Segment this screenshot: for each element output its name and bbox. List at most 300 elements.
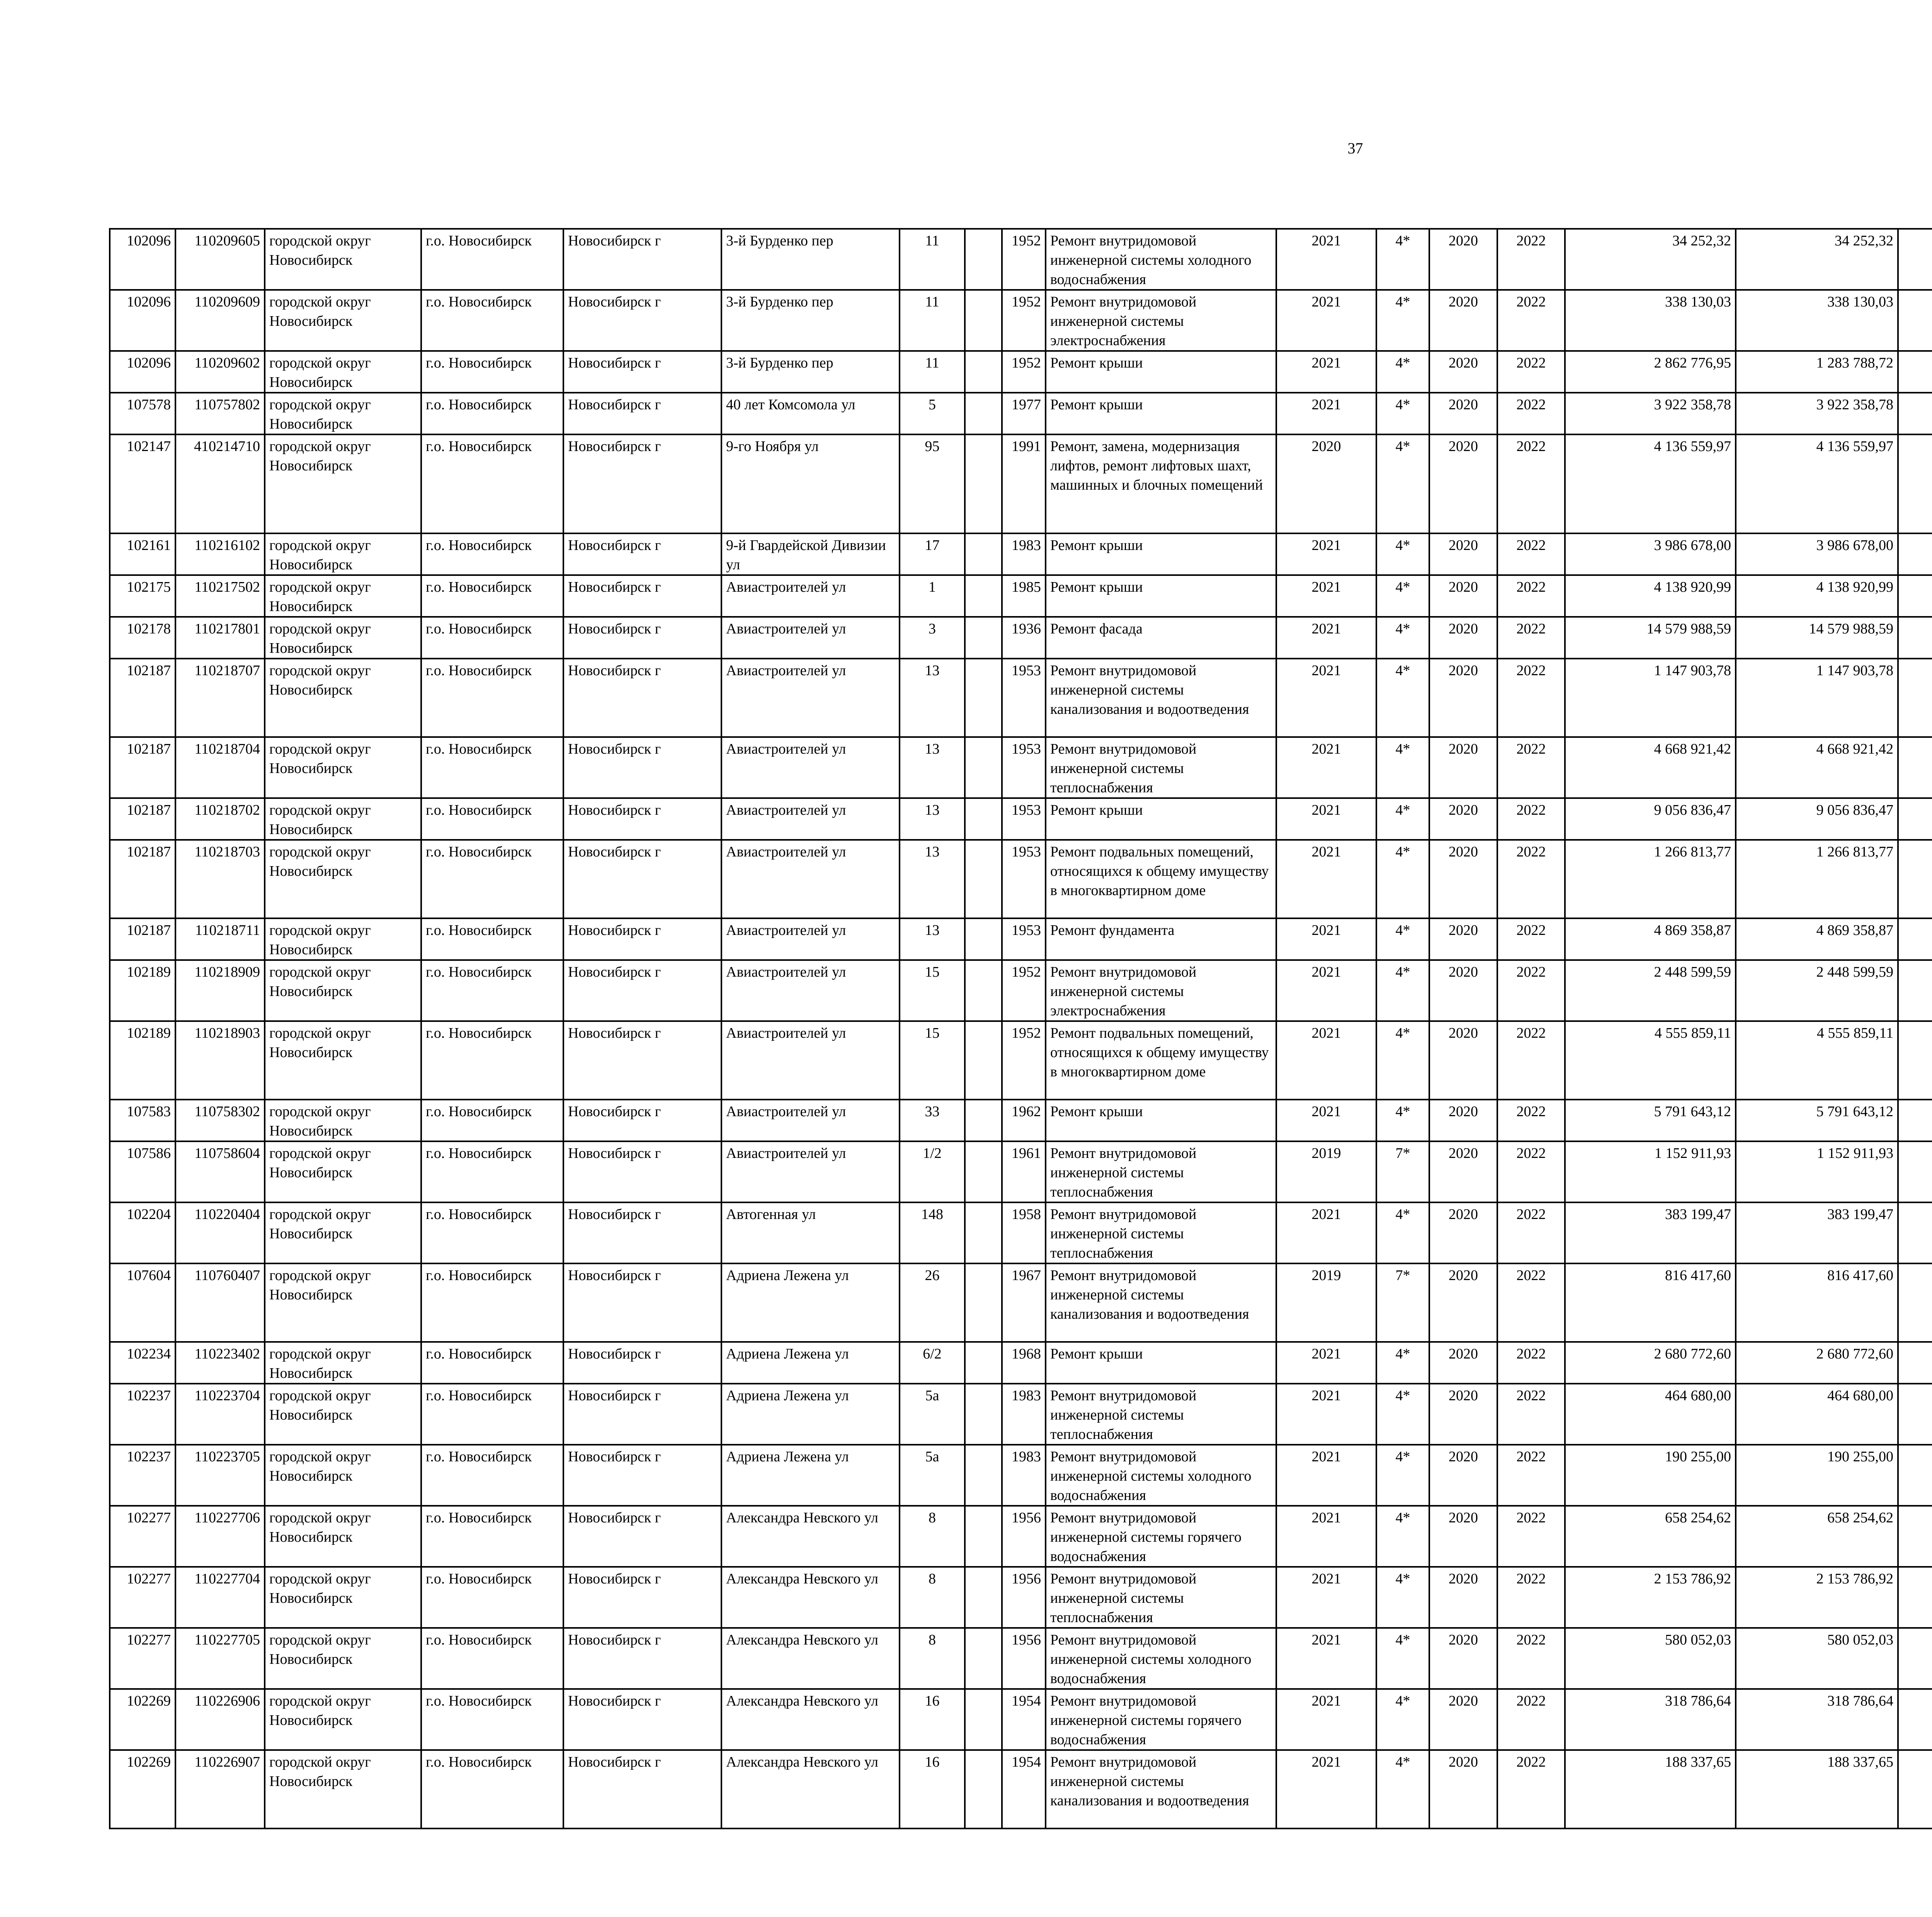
fund-cost-cell: 14 579 988,59: [1736, 617, 1898, 659]
house-id-cell: 102204: [110, 1202, 175, 1263]
code-cell: 4*: [1376, 1750, 1429, 1828]
house-number-cell: 16: [900, 1689, 965, 1750]
building-cell: [965, 1689, 1002, 1750]
house-id-cell: 102178: [110, 617, 175, 659]
budget-federal-cell: [1898, 434, 1932, 533]
table-row: [110, 1384, 1932, 1445]
municipal-district-cell: г.о. Новосибирск: [421, 918, 563, 960]
house-id-cell: 102096: [110, 229, 175, 290]
fund-cost-cell: 2 153 786,92: [1736, 1567, 1898, 1628]
budget-federal-cell: [1898, 1141, 1932, 1202]
plan-year-cell: 2021: [1276, 960, 1376, 1021]
house-number-cell: 33: [900, 1100, 965, 1141]
building-cell: [965, 798, 1002, 840]
total-cost-cell: 1 266 813,77: [1565, 840, 1736, 918]
end-year-cell: 2022: [1497, 960, 1565, 1021]
total-cost-cell: 580 052,03: [1565, 1628, 1736, 1689]
page-number: 37: [1347, 140, 1363, 157]
fund-cost-cell: 816 417,60: [1736, 1263, 1898, 1342]
code-cell: 4*: [1376, 575, 1429, 617]
plan-year-cell: 2021: [1276, 351, 1376, 393]
code-cell: 4*: [1376, 351, 1429, 393]
plan-year-cell: 2021: [1276, 737, 1376, 798]
budget-federal-cell: [1898, 960, 1932, 1021]
municipal-district-cell: г.о. Новосибирск: [421, 290, 563, 351]
house-number-cell: 13: [900, 798, 965, 840]
municipality-cell: городской округ Новосибирск: [265, 1100, 421, 1141]
settlement-cell: Новосибирск г: [563, 1445, 721, 1506]
house-id-cell: 107578: [110, 393, 175, 434]
table-row: [110, 1567, 1932, 1628]
municipality-cell: городской округ Новосибирск: [265, 659, 421, 737]
fund-cost-cell: 1 152 911,93: [1736, 1141, 1898, 1202]
total-cost-cell: 1 147 903,78: [1565, 659, 1736, 737]
street-cell: Авиастроителей ул: [721, 1100, 900, 1141]
table-row: [110, 393, 1932, 434]
work-type-cell: Ремонт внутридомовой инженерной системы горячего водоснабжения: [1046, 1689, 1276, 1750]
municipality-cell: городской округ Новосибирск: [265, 617, 421, 659]
fund-cost-cell: 318 786,64: [1736, 1689, 1898, 1750]
municipality-cell: городской округ Новосибирск: [265, 533, 421, 575]
municipal-district-cell: г.о. Новосибирск: [421, 351, 563, 393]
plan-year-cell: 2021: [1276, 393, 1376, 434]
municipality-cell: городской округ Новосибирск: [265, 798, 421, 840]
table-row: [110, 840, 1932, 918]
end-year-cell: 2022: [1497, 434, 1565, 533]
street-cell: Авиастроителей ул: [721, 840, 900, 918]
plan-year-cell: 2021: [1276, 659, 1376, 737]
work-type-cell: Ремонт подвальных помещений, относящихся к общему имуществу в многоквартирном доме: [1046, 1021, 1276, 1100]
year-built-cell: 1953: [1002, 659, 1046, 737]
element-id-cell: 110217502: [175, 575, 265, 617]
municipality-cell: городской округ Новосибирск: [265, 960, 421, 1021]
year-built-cell: 1952: [1002, 351, 1046, 393]
settlement-cell: Новосибирск г: [563, 1750, 721, 1828]
municipality-cell: городской округ Новосибирск: [265, 1384, 421, 1445]
settlement-cell: Новосибирск г: [563, 1506, 721, 1567]
municipality-cell: городской округ Новосибирск: [265, 393, 421, 434]
code-cell: 4*: [1376, 737, 1429, 798]
settlement-cell: Новосибирск г: [563, 1263, 721, 1342]
year-built-cell: 1968: [1002, 1342, 1046, 1384]
element-id-cell: 110226906: [175, 1689, 265, 1750]
house-id-cell: 107583: [110, 1100, 175, 1141]
work-type-cell: Ремонт внутридомовой инженерной системы канализования и водоотведения: [1046, 1263, 1276, 1342]
settlement-cell: Новосибирск г: [563, 533, 721, 575]
start-year-cell: 2020: [1429, 617, 1497, 659]
municipality-cell: городской округ Новосибирск: [265, 1689, 421, 1750]
building-cell: [965, 1628, 1002, 1689]
end-year-cell: 2022: [1497, 1021, 1565, 1100]
plan-year-cell: 2019: [1276, 1141, 1376, 1202]
settlement-cell: Новосибирск г: [563, 229, 721, 290]
total-cost-cell: 816 417,60: [1565, 1263, 1736, 1342]
house-id-cell: 102096: [110, 290, 175, 351]
street-cell: Адриена Лежена ул: [721, 1342, 900, 1384]
code-cell: 4*: [1376, 1689, 1429, 1750]
house-id-cell: 102161: [110, 533, 175, 575]
house-number-cell: 11: [900, 351, 965, 393]
settlement-cell: Новосибирск г: [563, 960, 721, 1021]
work-type-cell: Ремонт внутридомовой инженерной системы теплоснабжения: [1046, 737, 1276, 798]
municipality-cell: городской округ Новосибирск: [265, 575, 421, 617]
start-year-cell: 2020: [1429, 1263, 1497, 1342]
total-cost-cell: 5 791 643,12: [1565, 1100, 1736, 1141]
house-number-cell: 17: [900, 533, 965, 575]
municipal-district-cell: г.о. Новосибирск: [421, 575, 563, 617]
settlement-cell: Новосибирск г: [563, 840, 721, 918]
element-id-cell: 110758604: [175, 1141, 265, 1202]
total-cost-cell: 383 199,47: [1565, 1202, 1736, 1263]
budget-federal-cell: [1898, 918, 1932, 960]
plan-year-cell: 2021: [1276, 1445, 1376, 1506]
element-id-cell: 110220404: [175, 1202, 265, 1263]
code-cell: 4*: [1376, 617, 1429, 659]
total-cost-cell: 3 986 678,00: [1565, 533, 1736, 575]
code-cell: 4*: [1376, 918, 1429, 960]
settlement-cell: Новосибирск г: [563, 798, 721, 840]
street-cell: Адриена Лежена ул: [721, 1445, 900, 1506]
fund-cost-cell: 4 138 920,99: [1736, 575, 1898, 617]
plan-year-cell: 2021: [1276, 1567, 1376, 1628]
end-year-cell: 2022: [1497, 1567, 1565, 1628]
house-id-cell: 102187: [110, 918, 175, 960]
end-year-cell: 2022: [1497, 840, 1565, 918]
budget-federal-cell: [1898, 1384, 1932, 1445]
total-cost-cell: 190 255,00: [1565, 1445, 1736, 1506]
street-cell: 3-й Бурденко пер: [721, 229, 900, 290]
budget-federal-cell: [1898, 1567, 1932, 1628]
work-type-cell: Ремонт внутридомовой инженерной системы электроснабжения: [1046, 960, 1276, 1021]
plan-year-cell: 2021: [1276, 1021, 1376, 1100]
building-cell: [965, 1445, 1002, 1506]
work-type-cell: Ремонт, замена, модернизация лифтов, ремонт лифтовых шахт, машинных и блочных помещений: [1046, 434, 1276, 533]
start-year-cell: 2020: [1429, 393, 1497, 434]
street-cell: Адриена Лежена ул: [721, 1263, 900, 1342]
street-cell: Александра Невского ул: [721, 1506, 900, 1567]
total-cost-cell: 34 252,32: [1565, 229, 1736, 290]
table-row: [110, 229, 1932, 290]
total-cost-cell: 318 786,64: [1565, 1689, 1736, 1750]
municipal-district-cell: г.о. Новосибирск: [421, 229, 563, 290]
table-row: [110, 659, 1932, 737]
building-cell: [965, 840, 1002, 918]
settlement-cell: Новосибирск г: [563, 1141, 721, 1202]
work-type-cell: Ремонт внутридомовой инженерной системы электроснабжения: [1046, 290, 1276, 351]
fund-cost-cell: 2 448 599,59: [1736, 960, 1898, 1021]
budget-federal-cell: [1898, 351, 1932, 393]
building-cell: [965, 1021, 1002, 1100]
plan-year-cell: 2021: [1276, 1750, 1376, 1828]
municipality-cell: городской округ Новосибирск: [265, 229, 421, 290]
house-number-cell: 148: [900, 1202, 965, 1263]
year-built-cell: 1956: [1002, 1628, 1046, 1689]
end-year-cell: 2022: [1497, 1202, 1565, 1263]
house-number-cell: 11: [900, 290, 965, 351]
house-id-cell: 107586: [110, 1141, 175, 1202]
building-cell: [965, 290, 1002, 351]
work-type-cell: Ремонт внутридомовой инженерной системы теплоснабжения: [1046, 1384, 1276, 1445]
end-year-cell: 2022: [1497, 1506, 1565, 1567]
year-built-cell: 1954: [1002, 1689, 1046, 1750]
street-cell: Александра Невского ул: [721, 1689, 900, 1750]
code-cell: 4*: [1376, 434, 1429, 533]
budget-federal-cell: [1898, 1021, 1932, 1100]
total-cost-cell: 464 680,00: [1565, 1384, 1736, 1445]
work-type-cell: Ремонт крыши: [1046, 575, 1276, 617]
municipality-cell: городской округ Новосибирск: [265, 351, 421, 393]
street-cell: 9-го Ноября ул: [721, 434, 900, 533]
house-id-cell: 102237: [110, 1384, 175, 1445]
building-cell: [965, 575, 1002, 617]
house-number-cell: 5: [900, 393, 965, 434]
element-id-cell: 110223704: [175, 1384, 265, 1445]
element-id-cell: 110218909: [175, 960, 265, 1021]
building-cell: [965, 1506, 1002, 1567]
building-cell: [965, 918, 1002, 960]
fund-cost-cell: 9 056 836,47: [1736, 798, 1898, 840]
work-type-cell: Ремонт фундамента: [1046, 918, 1276, 960]
table-row: [110, 1506, 1932, 1567]
house-number-cell: 15: [900, 960, 965, 1021]
table-row: [110, 1141, 1932, 1202]
end-year-cell: 2022: [1497, 575, 1565, 617]
fund-cost-cell: 658 254,62: [1736, 1506, 1898, 1567]
year-built-cell: 1983: [1002, 533, 1046, 575]
table-row: [110, 1628, 1932, 1689]
start-year-cell: 2020: [1429, 290, 1497, 351]
element-id-cell: 110758302: [175, 1100, 265, 1141]
total-cost-cell: 4 138 920,99: [1565, 575, 1736, 617]
municipality-cell: городской округ Новосибирск: [265, 1445, 421, 1506]
total-cost-cell: 4 136 559,97: [1565, 434, 1736, 533]
budget-federal-cell: [1898, 1202, 1932, 1263]
municipality-cell: городской округ Новосибирск: [265, 737, 421, 798]
fund-cost-cell: 3 986 678,00: [1736, 533, 1898, 575]
budget-federal-cell: [1898, 617, 1932, 659]
street-cell: 40 лет Комсомола ул: [721, 393, 900, 434]
code-cell: 4*: [1376, 1384, 1429, 1445]
start-year-cell: 2020: [1429, 1445, 1497, 1506]
table-row: [110, 1750, 1932, 1828]
plan-year-cell: 2021: [1276, 1628, 1376, 1689]
house-number-cell: 5а: [900, 1445, 965, 1506]
end-year-cell: 2022: [1497, 1628, 1565, 1689]
house-id-cell: 102147: [110, 434, 175, 533]
code-cell: 4*: [1376, 1202, 1429, 1263]
municipality-cell: городской округ Новосибирск: [265, 1628, 421, 1689]
fund-cost-cell: 3 922 358,78: [1736, 393, 1898, 434]
municipal-district-cell: г.о. Новосибирск: [421, 659, 563, 737]
element-id-cell: 110218702: [175, 798, 265, 840]
fund-cost-cell: 338 130,03: [1736, 290, 1898, 351]
budget-federal-cell: [1898, 290, 1932, 351]
plan-year-cell: 2021: [1276, 229, 1376, 290]
plan-year-cell: 2021: [1276, 1384, 1376, 1445]
plan-year-cell: 2019: [1276, 1263, 1376, 1342]
settlement-cell: Новосибирск г: [563, 1628, 721, 1689]
municipal-district-cell: г.о. Новосибирск: [421, 1263, 563, 1342]
element-id-cell: 110227704: [175, 1567, 265, 1628]
settlement-cell: Новосибирск г: [563, 1342, 721, 1384]
fund-cost-cell: 1 283 788,72: [1736, 351, 1898, 393]
start-year-cell: 2020: [1429, 1141, 1497, 1202]
street-cell: Авиастроителей ул: [721, 617, 900, 659]
settlement-cell: Новосибирск г: [563, 1202, 721, 1263]
building-cell: [965, 533, 1002, 575]
municipality-cell: городской округ Новосибирск: [265, 434, 421, 533]
work-type-cell: Ремонт внутридомовой инженерной системы теплоснабжения: [1046, 1202, 1276, 1263]
house-number-cell: 15: [900, 1021, 965, 1100]
budget-federal-cell: [1898, 575, 1932, 617]
code-cell: 4*: [1376, 798, 1429, 840]
work-type-cell: Ремонт внутридомовой инженерной системы горячего водоснабжения: [1046, 1506, 1276, 1567]
plan-year-cell: 2021: [1276, 1100, 1376, 1141]
plan-year-cell: 2021: [1276, 1202, 1376, 1263]
street-cell: Авиастроителей ул: [721, 960, 900, 1021]
repair-register-table: [109, 228, 1932, 1829]
building-cell: [965, 659, 1002, 737]
municipal-district-cell: г.о. Новосибирск: [421, 533, 563, 575]
table-row: [110, 1021, 1932, 1100]
building-cell: [965, 1750, 1002, 1828]
house-id-cell: 102237: [110, 1445, 175, 1506]
work-type-cell: Ремонт внутридомовой инженерной системы теплоснабжения: [1046, 1567, 1276, 1628]
building-cell: [965, 960, 1002, 1021]
building-cell: [965, 1263, 1002, 1342]
house-number-cell: 26: [900, 1263, 965, 1342]
start-year-cell: 2020: [1429, 1628, 1497, 1689]
house-id-cell: 102187: [110, 659, 175, 737]
table-row: [110, 918, 1932, 960]
settlement-cell: Новосибирск г: [563, 1021, 721, 1100]
settlement-cell: Новосибирск г: [563, 1567, 721, 1628]
work-type-cell: Ремонт внутридомовой инженерной системы теплоснабжения: [1046, 1141, 1276, 1202]
year-built-cell: 1953: [1002, 918, 1046, 960]
code-cell: 4*: [1376, 1628, 1429, 1689]
street-cell: Авиастроителей ул: [721, 575, 900, 617]
house-id-cell: 102187: [110, 840, 175, 918]
year-built-cell: 1958: [1002, 1202, 1046, 1263]
municipal-district-cell: г.о. Новосибирск: [421, 434, 563, 533]
plan-year-cell: 2021: [1276, 1342, 1376, 1384]
start-year-cell: 2020: [1429, 351, 1497, 393]
fund-cost-cell: 4 555 859,11: [1736, 1021, 1898, 1100]
fund-cost-cell: 2 680 772,60: [1736, 1342, 1898, 1384]
municipal-district-cell: г.о. Новосибирск: [421, 617, 563, 659]
building-cell: [965, 1141, 1002, 1202]
house-number-cell: 1/2: [900, 1141, 965, 1202]
year-built-cell: 1961: [1002, 1141, 1046, 1202]
start-year-cell: 2020: [1429, 1506, 1497, 1567]
house-number-cell: 3: [900, 617, 965, 659]
work-type-cell: Ремонт крыши: [1046, 1100, 1276, 1141]
municipal-district-cell: г.о. Новосибирск: [421, 798, 563, 840]
table-row: [110, 1263, 1932, 1342]
work-type-cell: Ремонт внутридомовой инженерной системы холодного водоснабжения: [1046, 229, 1276, 290]
plan-year-cell: 2021: [1276, 533, 1376, 575]
house-id-cell: 102096: [110, 351, 175, 393]
street-cell: 3-й Бурденко пер: [721, 351, 900, 393]
year-built-cell: 1952: [1002, 1021, 1046, 1100]
start-year-cell: 2020: [1429, 918, 1497, 960]
table-row: [110, 434, 1932, 533]
element-id-cell: 110227706: [175, 1506, 265, 1567]
house-number-cell: 13: [900, 918, 965, 960]
budget-federal-cell: [1898, 1445, 1932, 1506]
total-cost-cell: 4 869 358,87: [1565, 918, 1736, 960]
start-year-cell: 2020: [1429, 1750, 1497, 1828]
budget-federal-cell: [1898, 1100, 1932, 1141]
fund-cost-cell: 5 791 643,12: [1736, 1100, 1898, 1141]
year-built-cell: 1985: [1002, 575, 1046, 617]
settlement-cell: Новосибирск г: [563, 1384, 721, 1445]
total-cost-cell: 14 579 988,59: [1565, 617, 1736, 659]
code-cell: 4*: [1376, 290, 1429, 351]
budget-federal-cell: [1898, 1628, 1932, 1689]
total-cost-cell: 4 555 859,11: [1565, 1021, 1736, 1100]
end-year-cell: 2022: [1497, 533, 1565, 575]
total-cost-cell: 2 680 772,60: [1565, 1342, 1736, 1384]
settlement-cell: Новосибирск г: [563, 434, 721, 533]
code-cell: 4*: [1376, 1100, 1429, 1141]
plan-year-cell: 2021: [1276, 840, 1376, 918]
year-built-cell: 1952: [1002, 229, 1046, 290]
house-id-cell: 102189: [110, 960, 175, 1021]
fund-cost-cell: 580 052,03: [1736, 1628, 1898, 1689]
work-type-cell: Ремонт крыши: [1046, 393, 1276, 434]
house-id-cell: 102187: [110, 798, 175, 840]
year-built-cell: 1936: [1002, 617, 1046, 659]
work-type-cell: Ремонт крыши: [1046, 798, 1276, 840]
building-cell: [965, 434, 1002, 533]
street-cell: Авиастроителей ул: [721, 798, 900, 840]
house-number-cell: 16: [900, 1750, 965, 1828]
plan-year-cell: 2021: [1276, 575, 1376, 617]
municipality-cell: городской округ Новосибирск: [265, 1021, 421, 1100]
work-type-cell: Ремонт внутридомовой инженерной системы холодного водоснабжения: [1046, 1445, 1276, 1506]
end-year-cell: 2022: [1497, 393, 1565, 434]
municipal-district-cell: г.о. Новосибирск: [421, 1567, 563, 1628]
budget-federal-cell: [1898, 1506, 1932, 1567]
total-cost-cell: 188 337,65: [1565, 1750, 1736, 1828]
start-year-cell: 2020: [1429, 229, 1497, 290]
municipal-district-cell: г.о. Новосибирск: [421, 1342, 563, 1384]
element-id-cell: 110209602: [175, 351, 265, 393]
total-cost-cell: 338 130,03: [1565, 290, 1736, 351]
budget-federal-cell: [1898, 1263, 1932, 1342]
element-id-cell: 410214710: [175, 434, 265, 533]
work-type-cell: Ремонт крыши: [1046, 351, 1276, 393]
house-id-cell: 102187: [110, 737, 175, 798]
street-cell: 9-й Гвардейской Дивизии ул: [721, 533, 900, 575]
total-cost-cell: 1 152 911,93: [1565, 1141, 1736, 1202]
table-row: [110, 575, 1932, 617]
code-cell: 4*: [1376, 1445, 1429, 1506]
street-cell: Адриена Лежена ул: [721, 1384, 900, 1445]
element-id-cell: 110223705: [175, 1445, 265, 1506]
budget-federal-cell: [1898, 840, 1932, 918]
building-cell: [965, 617, 1002, 659]
plan-year-cell: 2021: [1276, 918, 1376, 960]
municipal-district-cell: г.о. Новосибирск: [421, 840, 563, 918]
budget-federal-cell: [1898, 737, 1932, 798]
code-cell: 4*: [1376, 1021, 1429, 1100]
code-cell: 7*: [1376, 1141, 1429, 1202]
start-year-cell: 2020: [1429, 575, 1497, 617]
street-cell: Автогенная ул: [721, 1202, 900, 1263]
year-built-cell: 1977: [1002, 393, 1046, 434]
